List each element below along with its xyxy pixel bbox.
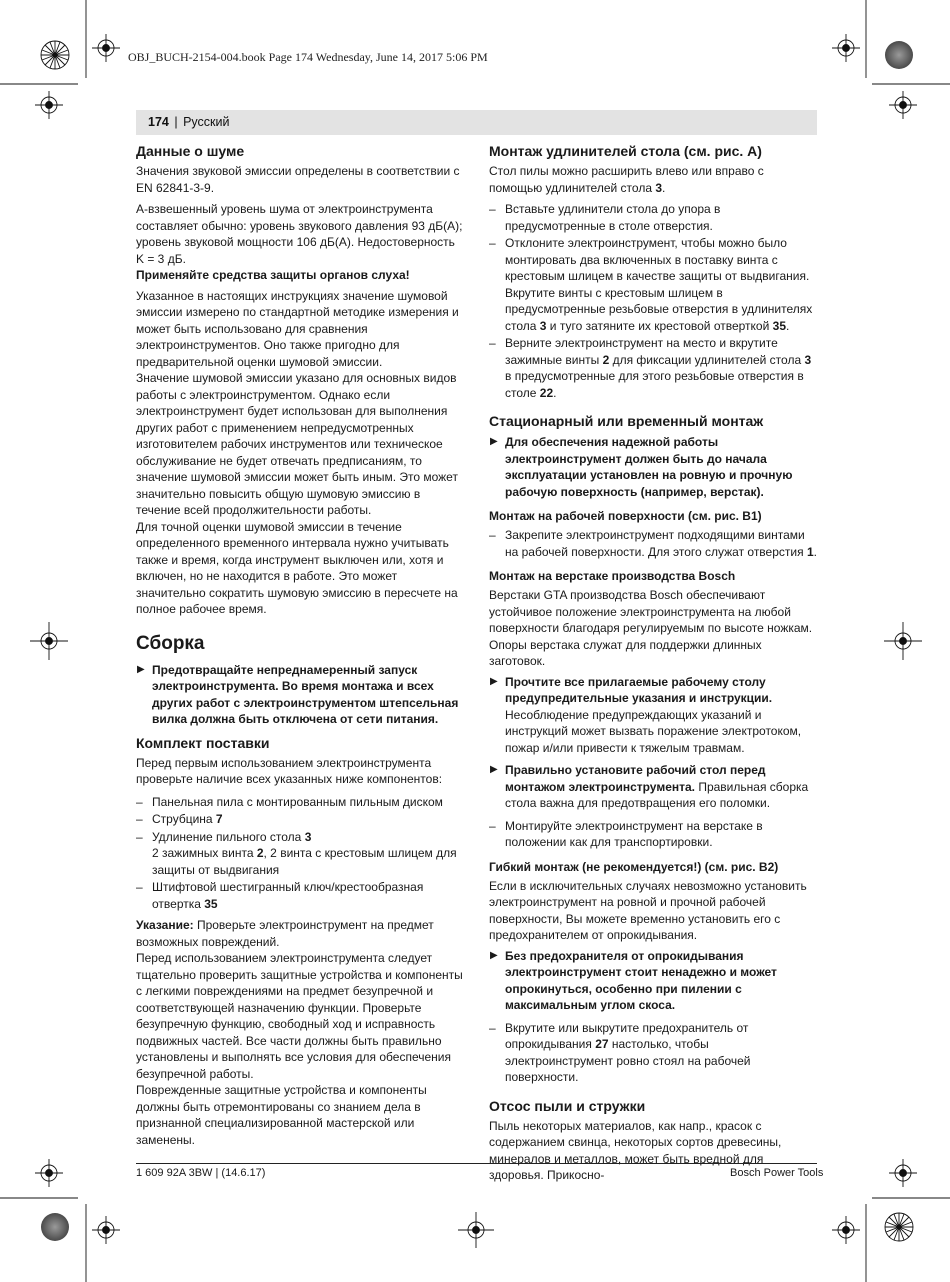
noise-heading: Данные о шуме: [136, 143, 245, 159]
page-number: 174: [148, 115, 169, 129]
warning-bullet-icon: ▶: [490, 436, 498, 447]
color-target-icon: [41, 1213, 69, 1241]
warning-item: ▶ Прочтите все прилагаемые рабочему столу предупредительные указания и инструкции. Несоблюдение предупреждающих указаний и инструкций может вызвать поражение электротоком, пожар и/или привести к тяжелым травмам.: [490, 674, 802, 755]
extension-heading: Монтаж удлинителей стола (см. рис. A): [489, 143, 762, 159]
extension-intro: Стол пилы можно расширить влево или вправо с помощью удлинителей стола 3.: [489, 164, 764, 195]
registration-mark-icon: [92, 1216, 120, 1244]
flex-steps: [489, 1020, 818, 1086]
warning-bullet-icon: ▶: [490, 949, 498, 961]
print-slug: OBJ_BUCH-2154-004.book Page 174 Wednesday, June 14, 2017 5:06 PM: [128, 50, 488, 64]
registration-mark-icon: [458, 1212, 494, 1248]
warning-text: Предотвращайте непреднамеренный запуск электроинструмента. Во время монтажа и всех других работ с электроинструментом штепсельная вилка должна быть отключена от сети питания.: [152, 662, 459, 726]
color-target-icon: [41, 41, 69, 69]
dust-paragraph: Пыль некоторых материалов, как напр., красок с содержанием свинца, некоторых сортов древесины, минералов и металлов, может быть вредной для здоровья. Прикосно-: [489, 1118, 782, 1182]
header-separator: |: [174, 115, 178, 129]
registration-mark-icon: [832, 34, 860, 62]
registration-mark-icon: [832, 1216, 860, 1244]
registration-mark-icon: [889, 91, 917, 119]
check-paragraph: Поврежденные защитные устройства и компоненты должны быть отремонтированы со знанием дела в признанной специализированной мастерской или заменены.: [136, 1083, 427, 1147]
note-label: Указание:: [136, 918, 194, 932]
registration-mark-icon: [92, 34, 120, 62]
warning-item: [489, 948, 818, 1014]
flex-heading: Гибкий монтаж (не рекомендуется!) (см. рис. B2): [489, 859, 779, 874]
warning-item: [136, 662, 465, 728]
registration-mark-icon: [30, 622, 68, 660]
warning-text: Для обеспечения надежной работы электроинструмент должен быть до начала эксплуатации установлен на ровную и прочную рабочую поверхность (например, верстак).: [505, 435, 793, 499]
crop-mark: [866, 1198, 950, 1282]
registration-mark-icon: [889, 1159, 917, 1187]
warning-bullet-icon: ▶: [137, 663, 145, 675]
header-language: Русский: [183, 115, 230, 129]
left-column: [136, 142, 465, 1148]
list-item: – Штифтовой шестигранный ключ/крестообразная отвертка 35: [136, 879, 465, 912]
noise-warning: Применяйте средства защиты органов слуха!: [136, 268, 410, 282]
crop-mark: [866, 0, 950, 84]
list-item: – Отклоните электроинструмент, чтобы можно было монтировать два включенных в поставку винта с крестовым шлицем в качестве защиты от выдвигания. Вкрутите винты с крестовым шлицем в предусмотренные резьбовые отверстия в удлинителях стола 3 и туго затяните их крестовой отверткой 35.: [489, 235, 818, 334]
extension-steps: [489, 201, 818, 401]
footer-rule: [136, 1163, 817, 1164]
registration-mark-icon: [35, 1159, 63, 1187]
noise-paragraph: Значения звуковой эмиссии определены в соответствии с EN 62841-3-9.: [136, 164, 460, 195]
color-target-icon: [885, 1213, 913, 1241]
check-paragraph: Перед использованием электроинструмента следует тщательно проверить защитные устройства и компоненты с легкими повреждениями на предмет безупречной и соответствующей назначению функции. Проверьте безупречную функцию, свободный ход и исправность подвижных частей. Все части должны быть правильно установлены и выполнять все условия для обеспечения безупречной работы.: [136, 951, 463, 1081]
note-paragraph: Указание: Проверьте электроинструмент на предмет возможных повреждений.: [136, 918, 434, 949]
warning-bullet-icon: ▶: [490, 764, 498, 775]
list-item: – Верните электроинструмент на место и вкрутите зажимные винты 2 для фиксации удлинителей стола 3 в предусмотренные для этого резьбовые отверстия в столе 22.: [489, 335, 818, 401]
surface-steps: [489, 527, 818, 560]
assembly-heading: Сборка: [136, 632, 205, 654]
flex-paragraph: Если в исключительных случаях невозможно установить электроинструмент на ровной и прочной рабочей поверхности, Вы можете временно установить его с предохранителем от опрокидывания.: [489, 878, 807, 942]
list-item: – Удлинение пильного стола 3 2 зажимных винта 2, 2 винта с крестовым шлицем для защиты от выдвигания: [136, 829, 465, 879]
crop-mark: [0, 0, 86, 84]
bench-steps: [489, 818, 818, 851]
registration-mark-icon: [884, 622, 922, 660]
surface-heading: Монтаж на рабочей поверхности (см. рис. B1): [489, 509, 762, 523]
warning-text: Без предохранителя от опрокидывания электроинструмент стоит ненадежно и может опрокинуться, особенно при пилении с максимальным углом скоса.: [505, 948, 777, 1012]
stationary-heading: Стационарный или временный монтаж: [489, 413, 764, 429]
list-item: – Монтируйте электроинструмент на верстаке в положении как для транспортировки.: [489, 818, 818, 851]
list-item: – Струбцина 7: [136, 811, 465, 828]
footer-brand: Bosch Power Tools: [730, 1167, 824, 1179]
list-item: – Вкрутите или выкрутите предохранитель от опрокидывания 27 настолько, чтобы электроинструмент ровно стоял на рабочей поверхности.: [489, 1020, 818, 1086]
list-item: – Панельная пила с монтированным пильным диском: [136, 794, 465, 811]
warning-item: [489, 434, 818, 500]
right-column: [489, 142, 818, 1184]
footer-code: 1 609 92A 3BW | (14.6.17): [136, 1167, 266, 1179]
dust-heading: Отсос пыли и стружки: [489, 1097, 646, 1114]
delivery-list: [136, 794, 465, 913]
color-target-icon: [885, 41, 913, 69]
bench-heading: Монтаж на верстаке производства Bosch: [489, 569, 736, 583]
delivery-heading: Комплект поставки: [136, 734, 270, 751]
warning-bullet-icon: ▶: [490, 675, 498, 687]
list-item: – Вставьте удлинители стола до упора в предусмотренные в столе отверстия.: [489, 201, 818, 234]
running-header: [136, 110, 817, 135]
bench-paragraph: Верстаки GTA производства Bosch обеспечивают устойчивое положение электроинструмента на любой поверхности благодаря регулируемым по высоте ножкам. Опоры верстака служат для поддержки длинных заготовок.: [489, 588, 813, 668]
noise-paragraph: Значение шумовой эмиссии указано для основных видов работы с электроинструментом. Однако если электроинструмент будет использован для выполнения других работ с применением непредусмотренных изготовителем рабочих инструментов или техническое обслуживание не будет отвечать предписаниям, то значение шумовой эмиссии может быть иным. Это может значительно повысить общую шумовую эмиссию в течение всей продолжительности работы.: [136, 371, 458, 517]
noise-paragraph: Указанное в настоящих инструкциях значение шумовой эмиссии измерено по стандартной методике измерения и может быть использовано для сравнения электроинструментов. Оно также пригодно для предварительной оценки шумовой эмиссии.: [136, 288, 459, 369]
delivery-intro: Перед первым использованием электроинструмента проверьте наличие всех указанных ниже компонентов:: [136, 755, 443, 786]
noise-paragraph: А-взвешенный уровень шума от электроинструмента составляет обычно: уровень звукового давления 93 дБ(A); уровень звуковой мощности 106 дБ(A). Недостоверность K = 3 дБ.: [136, 202, 463, 266]
warning-item: ▶ Правильно установите рабочий стол перед монтажом электроинструмента. Правильная сборка стола важна для предотвращения его поломки.: [490, 763, 809, 810]
list-item: – Закрепите электроинструмент подходящими винтами на рабочей поверхности. Для этого служат отверстия 1.: [489, 527, 818, 560]
registration-mark-icon: [35, 91, 63, 119]
noise-paragraph: Для точной оценки шумовой эмиссии в течение определенного временного интервала нужно учитывать также и время, когда инструмент выключен или, хотя и включен, но не находится в работе. Это может значительно сократить шумовую эмиссию в пересчете на полное рабочее время.: [136, 519, 458, 616]
crop-mark: [0, 1198, 86, 1282]
